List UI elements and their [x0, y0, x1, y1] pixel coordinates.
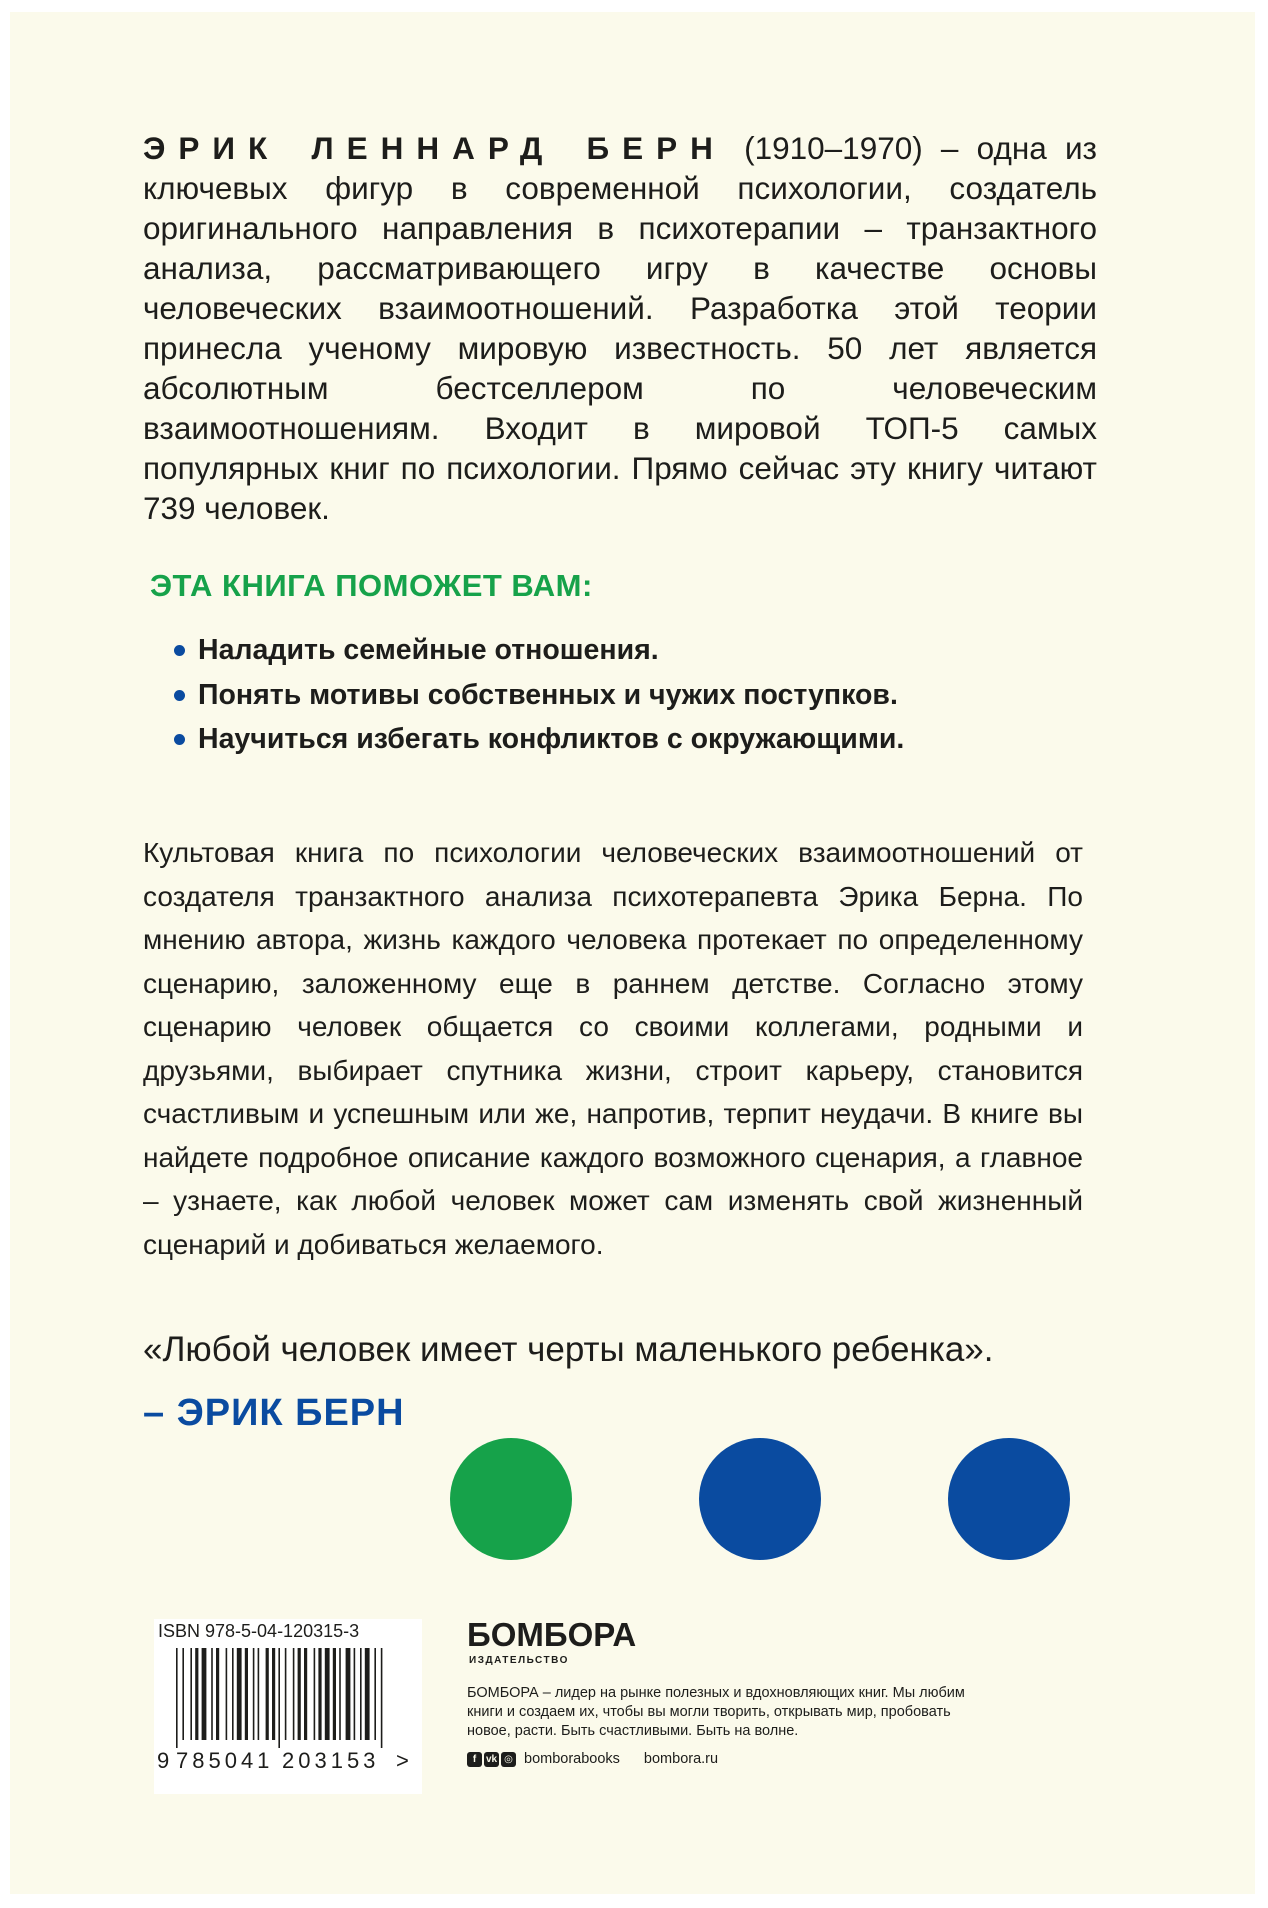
author-name: ЭРИК ЛЕННАРД БЕРН — [143, 130, 726, 166]
publisher-logo: БОМБОРА — [467, 1616, 637, 1653]
isbn-label: ISBN 978-5-04-120315-3 — [158, 1621, 360, 1641]
barcode-digit-end: > — [396, 1748, 409, 1773]
author-bio-text: одна из ключевых фигур в современной психологии, создатель оригинального направления в психотерапии – транзактного анализа, рассматривающего игру в качестве основы человеческих взаимоотношений. Разработка этой теории принесла ученому мировую известность. 50 лет является абсолютным бестселлером по человеческим взаимоотношениям. Входит в мировой ТОП-5 самых популярных книг по психологии. Прямо сейчас эту книгу читают 739 человек. — [143, 130, 1097, 526]
barcode-bar — [374, 1648, 376, 1740]
benefit-item — [198, 628, 904, 672]
decor-dot-blue-2 — [948, 1438, 1070, 1560]
barcode-bar — [182, 1648, 184, 1740]
vk-icon[interactable]: vk — [485, 1753, 498, 1765]
barcode-bar — [304, 1648, 307, 1740]
barcode-bar — [346, 1648, 351, 1740]
benefit-item — [198, 673, 904, 717]
barcode-bar — [360, 1648, 362, 1740]
bullet-icon — [174, 645, 185, 656]
barcode-bars — [176, 1648, 382, 1748]
barcode-bar — [211, 1648, 213, 1740]
publisher-website[interactable]: bombora.ru — [643, 1751, 719, 1767]
benefits-list — [198, 628, 904, 762]
barcode-digits-left: 785041 — [176, 1748, 274, 1773]
barcode-digit-first: 9 — [157, 1748, 170, 1773]
barcode-bar — [298, 1648, 301, 1740]
barcode-bar — [245, 1648, 248, 1740]
decor-dot-green — [450, 1438, 572, 1560]
barcode-bar — [333, 1648, 336, 1740]
barcode-bar — [202, 1648, 207, 1740]
barcode-bar — [354, 1648, 356, 1740]
barcode-bar — [365, 1648, 370, 1740]
barcode-bar — [381, 1648, 383, 1748]
publisher-contacts — [467, 1751, 718, 1767]
barcode-bar — [190, 1648, 192, 1740]
barcode-bar — [258, 1648, 260, 1740]
barcode-bar — [272, 1648, 275, 1740]
barcode-bar — [176, 1648, 178, 1748]
barcode-bar — [195, 1648, 198, 1740]
barcode-bar — [253, 1648, 255, 1740]
barcode-bar — [285, 1648, 287, 1740]
benefit-item — [198, 717, 904, 761]
quote-author: – ЭРИК БЕРН — [143, 1392, 405, 1434]
barcode-bar — [232, 1648, 234, 1740]
social-handle[interactable]: bomborabooks — [524, 1751, 620, 1767]
author-bio — [143, 128, 1097, 528]
barcode-bar — [339, 1648, 341, 1740]
barcode-bar — [325, 1648, 330, 1740]
publisher-description: БОМБОРА – лидер на рынке полезных и вдохновляющих книг. Мы любим книги и создаем их, чтобы вы могли творить, открывать мир, пробовать новое, расти. Быть счастливыми. Быть на волне. — [467, 1685, 965, 1739]
barcode-digits-right: 203153 — [282, 1748, 380, 1773]
benefit-text: Научиться избегать конфликтов с окружающими. — [198, 723, 905, 755]
decor-dot-blue-1 — [699, 1438, 821, 1560]
benefit-text: Наладить семейные отношения. — [198, 634, 659, 666]
facebook-icon[interactable]: f — [467, 1752, 482, 1767]
barcode-bar — [216, 1648, 219, 1740]
barcode-bar — [226, 1648, 228, 1740]
barcode — [154, 1644, 422, 1794]
benefits-title: ЭТА КНИГА ПОМОЖЕТ ВАМ: — [150, 568, 593, 603]
book-description: Культовая книга по психологии человеческих взаимоотношений от создателя транзактного анализа психотерапевта Эрика Берна. По мнению автора, жизнь каждого человека протекает по определенному сценарию, заложенному еще в раннем детстве. Согласно этому сценарию человек общается со своими коллегами, родными и друзьями, выбирает спутника жизни, строит карьеру, становится счастливым и успешным или же, напротив, терпит неудачи. В книге вы найдете подробное описание каждого возможного сценария, а главное – узнаете, как любой человек может сам изменять свой жизненный сценарий и добиваться желаемого. — [143, 837, 1083, 1260]
publisher-subtitle: ИЗДАТЕЛЬСТВО — [469, 1655, 569, 1666]
author-years: (1910–1970) – — [725, 130, 977, 166]
quote-text: «Любой человек имеет черты маленького ребенка». — [143, 1330, 994, 1369]
isbn-barcode-block — [154, 1619, 422, 1794]
benefit-text: Понять мотивы собственных и чужих поступков. — [198, 678, 898, 711]
bullet-icon — [174, 690, 185, 701]
barcode-bar — [318, 1648, 321, 1740]
barcode-bar — [237, 1648, 242, 1740]
bullet-icon — [174, 734, 185, 745]
barcode-bar — [278, 1648, 280, 1748]
instagram-icon[interactable]: ◎ — [501, 1752, 516, 1767]
barcode-bar — [266, 1648, 269, 1740]
barcode-bar — [293, 1648, 295, 1740]
barcode-bar — [314, 1648, 316, 1740]
